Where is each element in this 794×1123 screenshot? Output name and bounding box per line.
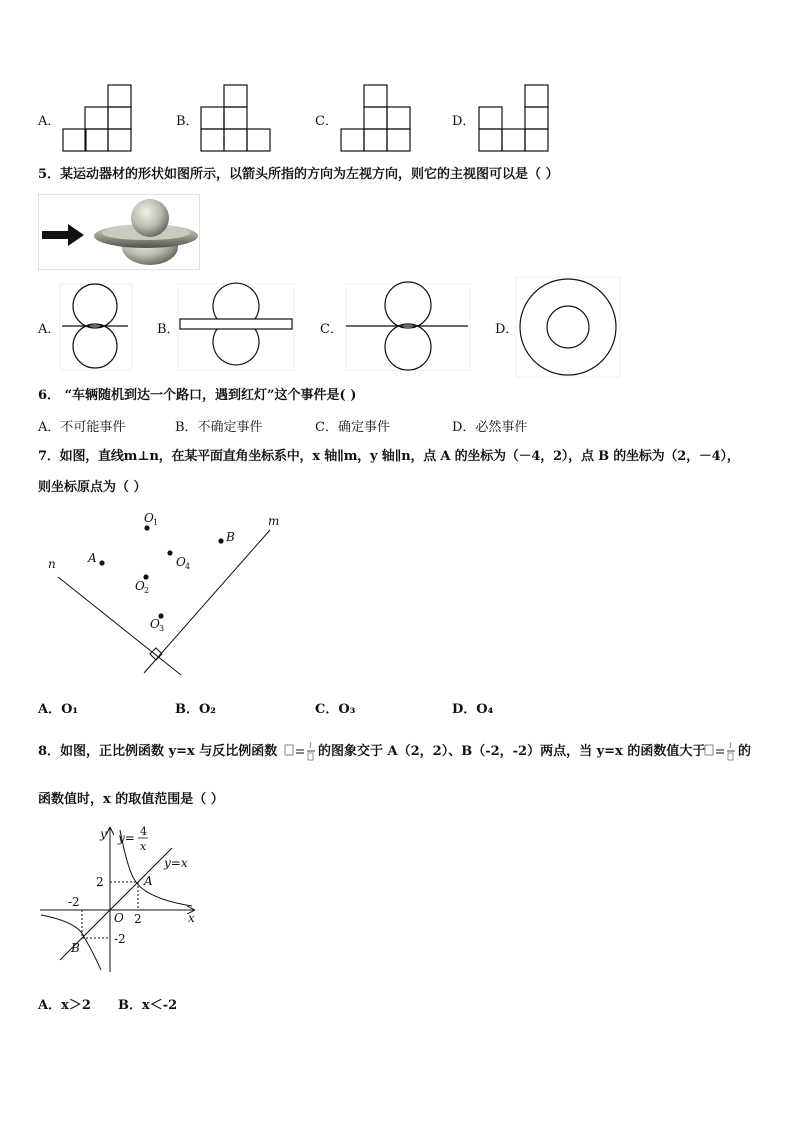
q4-figure-c: [340, 84, 412, 154]
q5-stem: 5．某运动器材的形状如图所示，以箭头所指的方向为左视方向，则它的主视图可以是（ ）: [38, 167, 559, 182]
q7-option-b: B．O₂: [175, 702, 217, 717]
sub-1: 1: [153, 518, 159, 527]
q4-option-a-label: A．: [38, 114, 61, 129]
label-o1: O: [144, 511, 154, 525]
point-a-label: A: [144, 874, 153, 888]
label-o4: O: [176, 555, 186, 569]
label-b: B: [226, 530, 235, 544]
line-eq-label: y=x: [164, 856, 188, 870]
sub-4: 4: [185, 562, 191, 571]
q7-stem-line1: 7．如图，直线m⊥n，在某平面直角坐标系中，x 轴∥m，y 轴∥n，点 A 的坐标为（－4，2），点 B 的坐标为（2，－4），: [38, 449, 740, 464]
q4-option-c-label: C．: [315, 114, 338, 129]
tick-y-neg2: -2: [114, 932, 126, 946]
tick-x-neg2: -2: [68, 895, 80, 909]
label-m: m: [268, 514, 280, 528]
q8-option-a: A．x＞2: [38, 998, 91, 1013]
q4-figure-b: [200, 84, 272, 154]
axis-label-y: y: [100, 827, 107, 841]
q8-stem-line2: 函数值时，x 的取值范围是（ ）: [38, 792, 224, 807]
sub-2: 2: [144, 586, 150, 595]
hyperbola-eq-denominator: x: [140, 840, 147, 853]
q5-option-d-label: D．: [495, 322, 519, 337]
q8-option-b: B．x＜-2: [118, 998, 178, 1013]
q4-option-d-label: D．: [452, 114, 476, 129]
line-m: [144, 530, 270, 673]
q8-stem-part1: 8．如图，正比例函数 y=x 与反比例函数: [38, 744, 278, 759]
q4-figure-a: [62, 84, 134, 154]
q4-figure-d: [478, 84, 550, 154]
q5-option-b-label: B．: [157, 322, 180, 337]
q7-option-c: C．O₃: [315, 702, 356, 717]
q7-option-d: D．O₄: [452, 702, 494, 717]
q5-figure-d: [516, 277, 620, 377]
hyperbola-eq-label: y=: [118, 831, 135, 845]
q7-option-a: A．O₁: [38, 702, 79, 717]
q6-option-c: C．确定事件: [315, 420, 390, 435]
q6-option-a: A．不可能事件: [38, 420, 126, 435]
q8-stem-part3: 的: [738, 744, 752, 759]
tick-y-2: 2: [96, 875, 104, 889]
q8-inline-formula-1: [284, 738, 318, 764]
label-n: n: [48, 557, 56, 571]
q5-equipment-picture: [38, 194, 200, 270]
q5-option-a-label: A．: [38, 322, 61, 337]
q5-figure-c: [346, 284, 470, 370]
label-o3: O: [150, 617, 160, 631]
q5-figure-a: [60, 284, 132, 370]
point-b-label: B: [71, 941, 80, 955]
q7-figure: [40, 510, 290, 680]
axis-label-x: x: [188, 911, 195, 925]
q6-option-b: B．不确定事件: [175, 420, 263, 435]
hyperbola-eq-numerator: 4: [140, 825, 147, 838]
q8-inline-formula-2: [704, 738, 738, 764]
q5-figure-b: [178, 284, 294, 370]
q6-stem: 6． “车辆随机到达一个路口，遇到红灯”这个事件是( ): [38, 388, 357, 403]
label-a: A: [88, 551, 97, 565]
q7-stem-line2: 则坐标原点为（ ）: [38, 480, 147, 495]
q4-option-b-label: B．: [176, 114, 199, 129]
origin-label: O: [114, 911, 124, 925]
q6-option-d: D．必然事件: [452, 420, 528, 435]
label-o2: O: [135, 579, 145, 593]
q8-stem-part2: 的图象交于 A（2，2）、B（-2，-2）两点，当 y=x 的函数值大于: [318, 744, 706, 759]
q5-option-c-label: C．: [320, 322, 343, 337]
sub-3: 3: [159, 624, 165, 633]
q8-graph: [38, 822, 200, 974]
tick-x-2: 2: [134, 912, 142, 926]
